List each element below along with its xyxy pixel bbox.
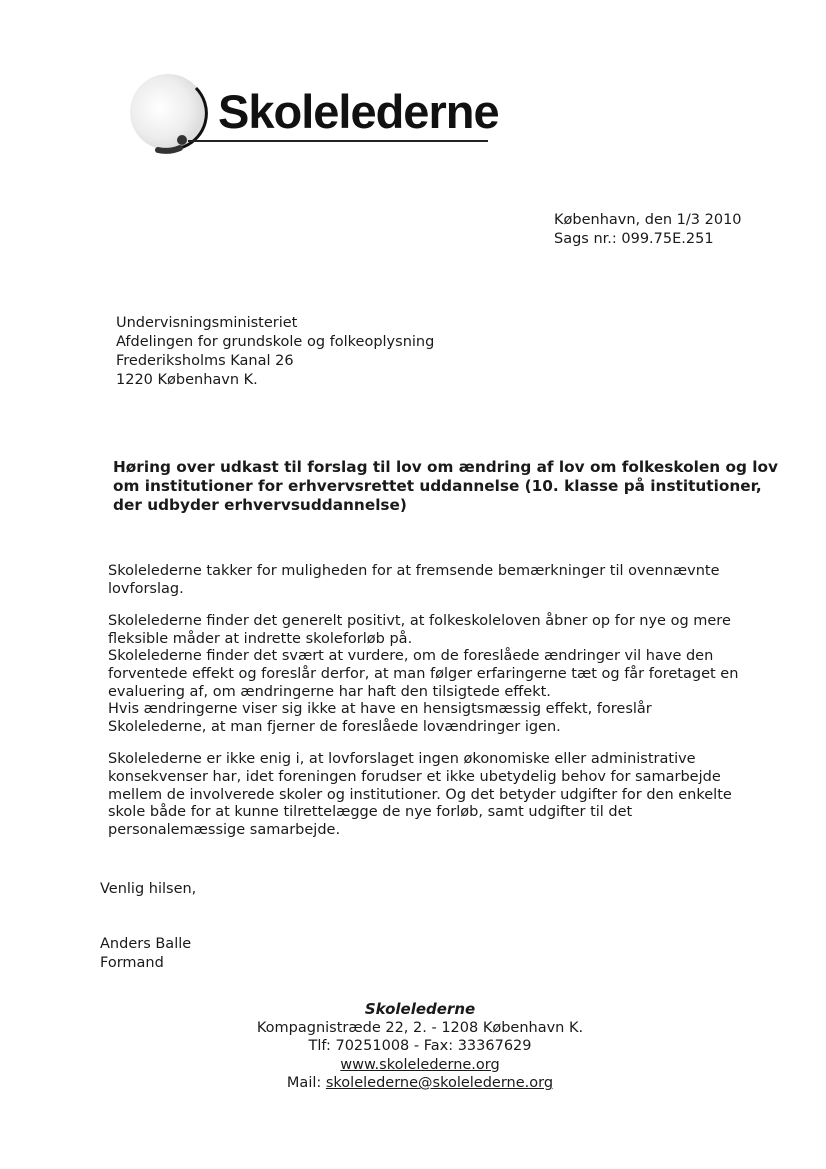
body-line: Skolelederne takker for muligheden for at fremsende bemærkninger til ovennævnte <box>108 563 720 579</box>
body-line: konsekvenser har, idet foreningen forudser et ikke ubetydelig behov for samarbejde <box>108 768 721 785</box>
letter-body <box>108 563 768 854</box>
subject-line: der udbyder erhvervsuddannelse) <box>113 496 407 514</box>
mail-label: Mail: <box>286 1075 326 1091</box>
subject-heading <box>113 458 779 515</box>
subject-line: om institutioner for erhvervsrettet uddannelse (10. klasse på institutioner, <box>113 477 762 495</box>
recipient-address <box>116 314 434 390</box>
date-line: København, den 1/3 2010 <box>554 212 742 228</box>
recipient-line: Undervisningsministeriet <box>116 315 298 331</box>
body-line: Skolelederne, at man fjerner de foreslåede lovændringer igen. <box>108 718 561 735</box>
body-line: evaluering af, om ændringerne har haft den tilsigtede effekt. <box>108 683 551 700</box>
subject-line: Høring over udkast til forslag til lov om ændring af lov om folkeskolen og lov <box>113 458 779 476</box>
body-paragraph <box>108 613 768 736</box>
footer-phone: Tlf: 70251008 - Fax: 33367629 <box>308 1038 532 1054</box>
body-line: personalemæssige samarbejde. <box>108 821 341 838</box>
email-link[interactable]: skolelederne@skolelederne.org <box>325 1075 554 1091</box>
signer-name: Anders Balle <box>100 936 192 952</box>
date-block <box>554 211 742 249</box>
signer-title: Formand <box>100 955 164 971</box>
body-line: Skolelederne finder det generelt positivt, at folkeskoleloven åbner op for nye og mere <box>108 613 731 630</box>
closing-salutation: Venlig hilsen, <box>100 881 197 897</box>
body-paragraph <box>108 563 768 598</box>
footer-org-name: Skolelederne <box>364 1000 476 1018</box>
body-line: Hvis ændringerne viser sig ikke at have en hensigtsmæssig effekt, foreslår <box>108 701 652 718</box>
body-paragraph <box>108 751 768 839</box>
body-line: forventede effekt og foreslår derfor, at man følger erfaringerne tæt og får foretaget en <box>108 665 739 682</box>
body-line: lovforslag. <box>108 580 184 597</box>
footer-address: Kompagnistræde 22, 2. - 1208 København K. <box>256 1019 584 1036</box>
logo-underline <box>188 140 488 142</box>
recipient-line: Afdelingen for grundskole og folkeoplysning <box>116 334 435 350</box>
case-number: Sags nr.: 099.75E.251 <box>554 231 714 247</box>
body-line: mellem de involverede skoler og institutioner. Og det betyder udgifter for den enkelte <box>108 786 732 803</box>
body-line: fleksible måder at indrette skoleforløb på. <box>108 630 413 647</box>
signature-block <box>100 935 191 973</box>
recipient-line: 1220 København K. <box>116 372 258 388</box>
recipient-line: Frederiksholms Kanal 26 <box>116 353 294 369</box>
logo-wordmark: Skolelederne <box>218 85 499 138</box>
website-link[interactable]: www.skolelederne.org <box>340 1056 500 1073</box>
logo <box>118 70 498 160</box>
footer-mail <box>200 1074 640 1093</box>
body-line: Skolelederne er ikke enig i, at lovforslaget ingen økonomiske eller administrative <box>108 751 696 768</box>
footer <box>200 1000 640 1093</box>
body-line: Skolelederne finder det svært at vurdere, om de foreslåede ændringer vil have den <box>108 648 714 665</box>
body-line: skole både for at kunne tilrettelægge de nye forløb, samt udgifter til det <box>108 804 633 821</box>
